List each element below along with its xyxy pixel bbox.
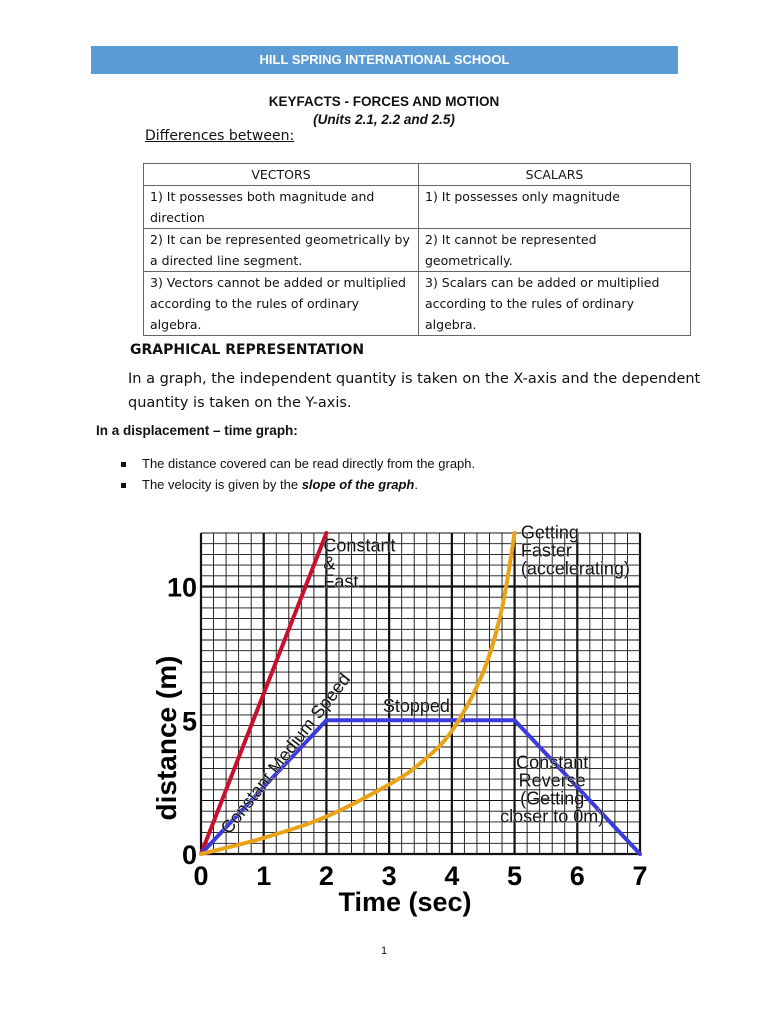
table-cell: 3) Scalars can be added or multiplied according to the rules of ordinary algebra. xyxy=(419,272,691,336)
document-subtitle: (Units 2.1, 2.2 and 2.5) xyxy=(313,112,455,127)
table-cell: 2) It can be represented geometrically by a directed line segment. xyxy=(144,229,419,272)
list-item xyxy=(118,456,475,477)
annotation-medium-speed: Constant Medium Speed xyxy=(216,669,355,838)
table-cell: 2) It cannot be represented geometrically. xyxy=(419,229,691,272)
table-cell: 1) It possesses only magnitude xyxy=(419,186,691,229)
bullet-text-prefix: The velocity is given by the xyxy=(142,477,302,492)
distance-time-graph xyxy=(140,520,660,920)
annotation-getting-faster: Faster xyxy=(520,540,572,561)
table-row xyxy=(144,272,691,336)
differences-heading: Differences between: xyxy=(145,128,295,144)
x-tick-label: 6 xyxy=(569,861,585,891)
displacement-bullet-list xyxy=(118,456,475,498)
bullet-text-emphasis: slope of the graph xyxy=(301,477,415,492)
table-header-row xyxy=(144,164,691,186)
x-tick-label: 1 xyxy=(256,861,272,891)
bullet-text-suffix: . xyxy=(414,477,418,492)
table-row xyxy=(144,186,691,229)
y-tick-label: 10 xyxy=(166,572,197,603)
annotation-constant-fast: & xyxy=(323,553,336,574)
table-row xyxy=(144,229,691,272)
x-tick-label: 5 xyxy=(507,861,523,891)
y-tick-label: 5 xyxy=(181,706,197,737)
annotation-getting-faster: (accelerating) xyxy=(520,558,630,579)
table-header-vectors: VECTORS xyxy=(144,164,419,186)
bullet-text: The distance covered can be read directly from the graph. xyxy=(142,456,476,471)
x-tick-label: 0 xyxy=(193,861,209,891)
chart-annotations xyxy=(217,522,630,837)
annotation-constant-reverse: closer to 0m) xyxy=(500,806,605,827)
annotation-constant-reverse: Constant xyxy=(516,752,589,773)
y-axis-label: distance (m) xyxy=(151,655,182,821)
x-tick-label: 2 xyxy=(318,861,334,891)
school-banner: HILL SPRING INTERNATIONAL SCHOOL xyxy=(91,46,678,74)
annotation-getting-faster: Getting xyxy=(520,522,579,543)
annotation-constant-fast: Fast xyxy=(323,571,359,592)
vectors-scalars-table xyxy=(143,163,691,336)
graphical-representation-text: In a graph, the independent quantity is taken on the X-axis and the dependent quantity is taken on the Y-axis. xyxy=(128,371,701,411)
x-tick-label: 4 xyxy=(444,861,460,891)
page-number: 1 xyxy=(380,945,388,957)
annotation-constant-reverse: (Getting xyxy=(520,788,585,809)
document-title: KEYFACTS - FORCES AND MOTION xyxy=(268,94,500,109)
x-tick-label: 7 xyxy=(632,861,648,891)
x-tick-label: 3 xyxy=(381,861,397,891)
table-cell: 1) It possesses both magnitude and direction xyxy=(144,186,419,229)
y-tick-label: 0 xyxy=(181,840,197,870)
x-axis-label: Time (sec) xyxy=(338,887,472,917)
displacement-time-heading: In a displacement – time graph: xyxy=(96,423,298,438)
table-header-scalars: SCALARS xyxy=(419,164,691,186)
annotation-constant-reverse: Reverse xyxy=(518,770,586,791)
annotation-stopped: Stopped xyxy=(382,696,450,717)
graphical-representation-heading: GRAPHICAL REPRESENTATION xyxy=(130,342,365,358)
list-item xyxy=(118,477,475,498)
table-cell: 3) Vectors cannot be added or multiplied according to the rules of ordinary algebra. xyxy=(144,272,419,336)
annotation-constant-fast: Constant xyxy=(323,535,396,556)
